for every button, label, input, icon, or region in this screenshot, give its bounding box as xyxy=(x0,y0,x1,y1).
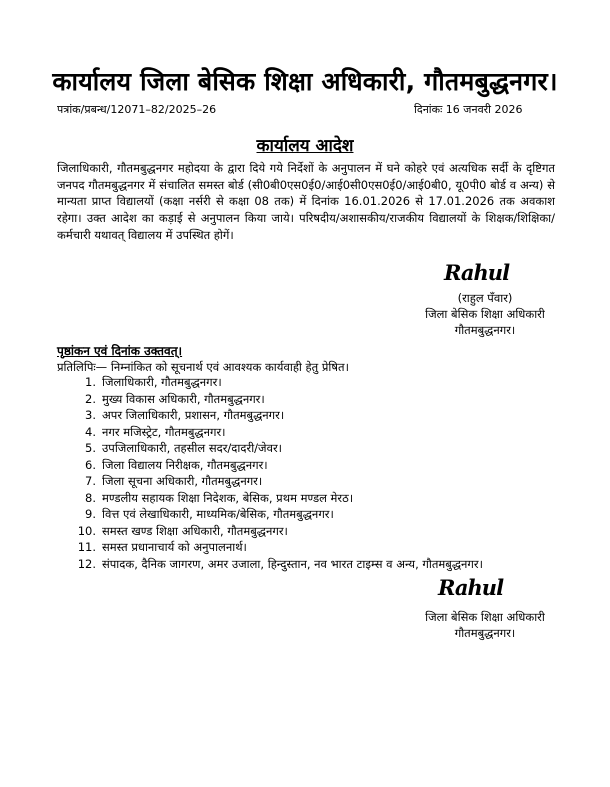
recipient-text: मुख्य विकास अधिकारी, गौतमबुद्धनगर। xyxy=(102,391,265,406)
order-heading: कार्यालय आदेश xyxy=(256,136,354,156)
recipient-number: 8. xyxy=(85,490,96,505)
recipient-number: 12. xyxy=(77,556,96,571)
signatory-designation: जिला बेसिक शिक्षा अधिकारी xyxy=(425,610,545,624)
list-item xyxy=(72,440,483,457)
signatory-block-2 xyxy=(405,609,565,641)
recipient-list xyxy=(72,374,483,572)
list-item xyxy=(72,457,483,474)
list-item xyxy=(72,473,483,490)
recipient-text: समस्त प्रधानाचार्य को अनुपालनार्थ। xyxy=(102,540,247,554)
recipient-text: वित्त एवं लेखाधिकारी, माध्यमिक/बेसिक, गौतमबुद्धनगर। xyxy=(102,507,334,521)
recipient-text: जिला विद्यालय निरीक्षक, गौतमबुद्धनगर। xyxy=(102,457,268,472)
reference-number: पत्रांक/प्रबन्ध/12071–82/2025–26 xyxy=(57,103,217,116)
signatory-place: गौतमबुद्धनगर। xyxy=(454,323,516,337)
recipient-text: उपजिलाधिकारी, तहसील सदर/दादरी/जेवर। xyxy=(102,441,283,455)
list-item xyxy=(72,374,483,391)
recipient-text: नगर मजिस्ट्रेट, गौतमबुद्धनगर। xyxy=(102,424,226,439)
signatory-name: (राहुल पँवार) xyxy=(457,291,513,305)
recipient-number: 3. xyxy=(85,408,96,422)
recipient-number: 9. xyxy=(85,507,96,521)
recipient-number: 10. xyxy=(77,523,96,538)
signature-2: Rahul xyxy=(438,575,504,600)
order-body: जिलाधिकारी, गौतमबुद्धनगर महोदया के द्वारा दिये गये निर्देशों के अनुपालन में घने कोहरे एवं अत्यधिक सर्दी के दृष्टिगत जनपद गौतमबुद्धनगर में संचालित समस्त बोर्ड (सी0बी0एस0ई0/आई0सी0एस0ई0/आई0बी0, यू0पी0 बोर्ड व अन्य) से मान्यता प्राप्त विद्यालयों (कक्षा नर्सरी से कक्षा 08 तक) में दिनांक 16.01.2026 से 17.01.2026 तक अवकाश रहेगा। उक्त आदेश का कड़ाई से अनुपालन किया जाये। परिषदीय/अशासकीय/राजकीय विद्यालयों के शिक्षक/शिक्षिका/कर्मचारी यथावत् विद्यालय में उपस्थित होगें। xyxy=(57,161,555,242)
signatory-block-1 xyxy=(410,290,560,338)
signature-1: Rahul xyxy=(444,260,510,285)
list-item xyxy=(72,490,483,507)
recipient-text: मण्डलीय सहायक शिक्षा निदेशक, बेसिक, प्रथम मण्डल मेरठ। xyxy=(102,490,354,505)
list-item xyxy=(72,391,483,408)
list-item xyxy=(72,424,483,441)
endorsement-heading: पृष्ठांकन एवं दिनांक उक्तवत्। xyxy=(57,344,183,358)
list-item xyxy=(72,506,483,523)
list-item xyxy=(72,523,483,540)
list-item xyxy=(72,556,483,573)
recipient-number: 6. xyxy=(85,457,96,472)
list-item xyxy=(72,539,483,556)
recipient-number: 11. xyxy=(77,540,96,554)
recipient-number: 5. xyxy=(85,441,96,455)
recipient-number: 2. xyxy=(85,391,96,406)
recipient-text: जिलाधिकारी, गौतमबुद्धनगर। xyxy=(102,375,222,389)
recipient-text: समस्त खण्ड शिक्षा अधिकारी, गौतमबुद्धनगर। xyxy=(102,523,288,538)
recipient-number: 4. xyxy=(85,424,96,439)
recipient-text: जिला सूचना अधिकारी, गौतमबुद्धनगर। xyxy=(102,474,263,488)
list-item xyxy=(72,407,483,424)
letter-date: दिनांकः 16 जनवरी 2026 xyxy=(414,103,523,116)
recipient-number: 1. xyxy=(85,375,96,389)
copy-to-line: प्रतिलिपिः— निम्नांकित को सूचनार्थ एवं आवश्यक कार्यवाही हेतु प्रेषित। xyxy=(57,360,349,374)
recipient-number: 7. xyxy=(85,474,96,488)
signatory-designation: जिला बेसिक शिक्षा अधिकारी xyxy=(425,307,545,321)
recipient-text: संपादक, दैनिक जागरण, अमर उजाला, हिन्दुस्तान, नव भारत टाइम्स व अन्य, गौतमबुद्धनगर। xyxy=(102,556,483,571)
office-title: कार्यालय जिला बेसिक शिक्षा अधिकारी, गौतमबुद्धनगर। xyxy=(52,67,558,96)
recipient-text: अपर जिलाधिकारी, प्रशासन, गौतमबुद्धनगर। xyxy=(102,408,285,422)
signatory-place: गौतमबुद्धनगर। xyxy=(454,626,516,640)
